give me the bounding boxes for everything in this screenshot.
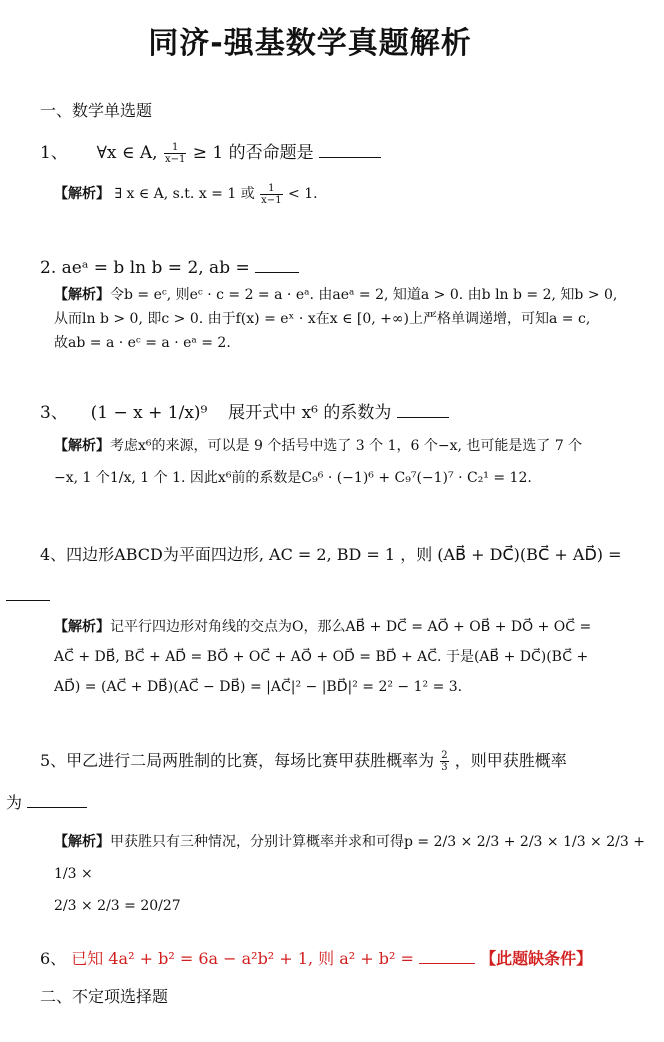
answer-blank [397, 416, 449, 418]
question-3-number: 3、 [40, 403, 68, 423]
solution-tag: 【解析】 [54, 438, 110, 454]
section-heading-multiple-choice: 二、不定项选择题 [40, 987, 169, 1006]
question-2-text: 2. aeᵃ = b ln b = 2, ab = [40, 258, 250, 278]
solution-1 [54, 182, 318, 206]
solution-tag: 【解析】 [54, 834, 110, 850]
question-5-text-a: 5、甲乙进行二局两胜制的比赛，每场比赛甲获胜概率为 [40, 751, 435, 770]
question-5-text-b: ，则甲获胜概率 [454, 751, 567, 770]
question-2 [40, 258, 299, 278]
solution-2-line-3: 故ab = a · eᶜ = a · eᵃ = 2. [54, 335, 231, 351]
page-title: 同济-强基数学真题解析 [148, 26, 472, 61]
fraction-denominator: x−1 [164, 154, 186, 165]
solution-4-line-1 [54, 612, 591, 642]
question-1-fraction [164, 142, 186, 165]
question-1-text-a: ∀x ∈ A, [96, 143, 158, 163]
solution-4-line-1-text: 记平行四边形对角线的交点为O，那么AB⃗ + DC⃗ = AO⃗ + OB⃗ + DO⃗ + OC⃗ = [110, 619, 592, 635]
solution-1-fraction [260, 183, 282, 206]
question-3 [40, 398, 449, 423]
answer-blank [419, 962, 475, 964]
fraction-numerator: 1 [260, 183, 282, 195]
solution-3-line-1-text: 考虑x⁶的来源，可以是 9 个括号中选了 3 个 1，6 个−x, 也可能是选了 7 个 [110, 438, 583, 454]
solution-2-line-2: 从而ln b > 0, 即c > 0. 由于f(x) = eˣ · x在x ∈ [0, +∞)上严格单调递增，可知a = c, [54, 311, 591, 327]
solution-1-text-b: < 1. [288, 186, 318, 202]
question-4-text: 4、四边形ABCD为平面四边形, AC = 2, BD = 1 ，则 (AB⃗ + DC⃗)(BC⃗ + AD⃗) = [40, 545, 622, 564]
question-3-expression: (1 − x + 1/x)⁹ [90, 403, 208, 423]
question-6 [40, 946, 592, 969]
question-4 [40, 542, 622, 565]
solution-1-text-a: ∃ x ∈ A, s.t. x = 1 或 [114, 186, 255, 202]
solution-5-line-1 [54, 826, 664, 890]
question-6-text: 已知 4a² + b² = 6a − a²b² + 1, 则 a² + b² = [71, 949, 414, 968]
answer-blank [255, 271, 299, 273]
question-5-continuation [6, 790, 87, 813]
solution-4 [54, 612, 591, 702]
answer-blank-q4 [6, 600, 50, 601]
fraction-denominator: x−1 [261, 194, 282, 206]
question-1-number: 1、 [40, 143, 68, 163]
solution-tag: 【解析】 [54, 287, 110, 303]
solution-5 [54, 826, 664, 922]
question-5-text-c: 为 [6, 793, 23, 812]
solution-3-line-2: −x, 1 个1/x, 1 个 1. 因此x⁶前的系数是C₉⁶ · (−1)⁶ + C₉⁷(−1)⁷ · C₂¹ = 12. [54, 470, 532, 486]
solution-2 [54, 283, 617, 355]
solution-2-line-1 [54, 283, 617, 307]
question-6-number: 6、 [40, 949, 67, 968]
question-5-fraction [440, 750, 448, 773]
fraction-numerator: 1 [164, 142, 186, 154]
section-heading-single-choice: 一、数学单选题 [40, 101, 153, 120]
question-1-text-b: ≥ 1 的否命题是 [192, 143, 314, 163]
solution-4-line-2: AC⃗ + DB⃗, BC⃗ + AD⃗ = BO⃗ + OC⃗ + AO⃗ + OD⃗ = BD⃗ + AC⃗. 于是(AB⃗ + DC⃗)(BC⃗ + [54, 649, 589, 665]
solution-tag: 【解析】 [54, 619, 110, 635]
question-6-note: 【此题缺条件】 [480, 949, 593, 968]
solution-tag: 【解析】 [54, 186, 110, 202]
answer-blank [319, 156, 381, 158]
solution-5-line-1-text: 甲获胜只有三种情况，分别计算概率并求和可得p = 2/3 × 2/3 + 2/3 × 1/3 × 2/3 + 1/3 × [54, 834, 645, 882]
solution-3-line-1 [54, 430, 582, 462]
fraction-denominator: 3 [441, 762, 448, 773]
solution-5-line-2: 2/3 × 2/3 = 20/27 [54, 898, 181, 914]
solution-3 [54, 430, 582, 494]
solution-4-line-3: AD⃗) = (AC⃗ + DB⃗)(AC⃗ − DB⃗) = |AC⃗|² − |BD⃗|² = 2² − 1² = 3. [54, 679, 463, 695]
fraction-numerator: 2 [441, 750, 448, 761]
question-3-text: 展开式中 x⁶ 的系数为 [228, 403, 392, 423]
question-1 [40, 138, 381, 165]
question-5 [40, 748, 567, 773]
solution-2-line-1-text: 令b = eᶜ, 则eᶜ · c = 2 = a · eᵃ. 由aeᵃ = 2, 知道a > 0. 由b ln b = 2, 知b > 0, [110, 287, 618, 303]
answer-blank [27, 806, 87, 808]
